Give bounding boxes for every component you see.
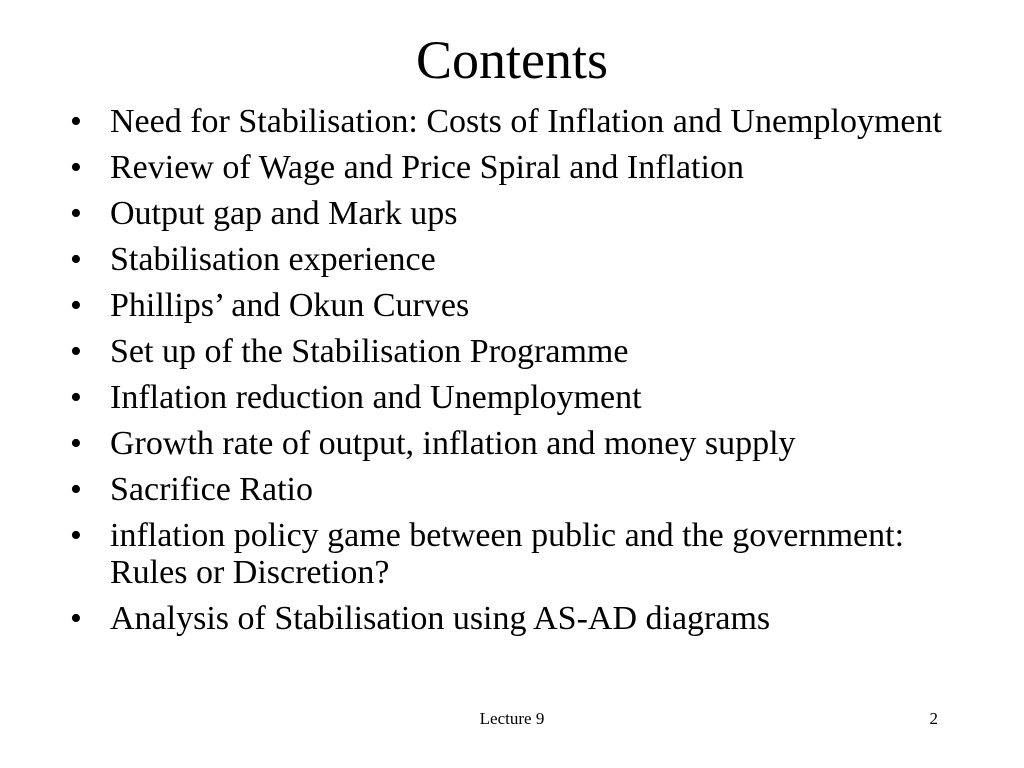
list-item-text: inflation policy game between public and the government: Rules or Discretion? [110, 517, 905, 591]
list-item-text: Need for Stabilisation: Costs of Inflation and Unemployment [110, 103, 942, 140]
bullet-icon: • [70, 149, 82, 186]
list-item-text: Output gap and Mark ups [110, 195, 458, 232]
list-item-text: Analysis of Stabilisation using AS-AD diagrams [110, 600, 771, 637]
list-item [70, 333, 970, 370]
list-item [70, 287, 970, 324]
list-item [70, 425, 970, 462]
list-item-text: Phillips’ and Okun Curves [110, 287, 470, 324]
list-item [70, 195, 970, 232]
list-item [70, 103, 970, 140]
bullet-icon: • [70, 425, 82, 462]
list-item [70, 149, 970, 186]
list-item-text: Set up of the Stabilisation Programme [110, 333, 629, 370]
list-item [70, 241, 970, 278]
list-item-text: Growth rate of output, inflation and money supply [110, 425, 796, 462]
list-item-text: Review of Wage and Price Spiral and Inflation [110, 149, 744, 186]
bullet-icon: • [70, 103, 82, 140]
page-number: 2 [929, 709, 938, 728]
bullet-icon: • [70, 195, 82, 232]
contents-list [70, 103, 970, 646]
list-item-text: Inflation reduction and Unemployment [110, 379, 642, 416]
list-item [70, 471, 970, 508]
list-item-text: Sacrifice Ratio [110, 471, 313, 508]
bullet-icon: • [70, 379, 82, 416]
bullet-icon: • [70, 600, 82, 637]
bullet-icon: • [70, 517, 82, 554]
bullet-icon: • [70, 333, 82, 370]
slide-title: Contents [415, 30, 608, 90]
list-item [70, 517, 970, 591]
list-item [70, 600, 970, 637]
footer-lecture-label: Lecture 9 [479, 709, 545, 728]
bullet-icon: • [70, 241, 82, 278]
list-item [70, 379, 970, 416]
list-item-text: Stabilisation experience [110, 241, 436, 278]
bullet-icon: • [70, 287, 82, 324]
bullet-icon: • [70, 471, 82, 508]
